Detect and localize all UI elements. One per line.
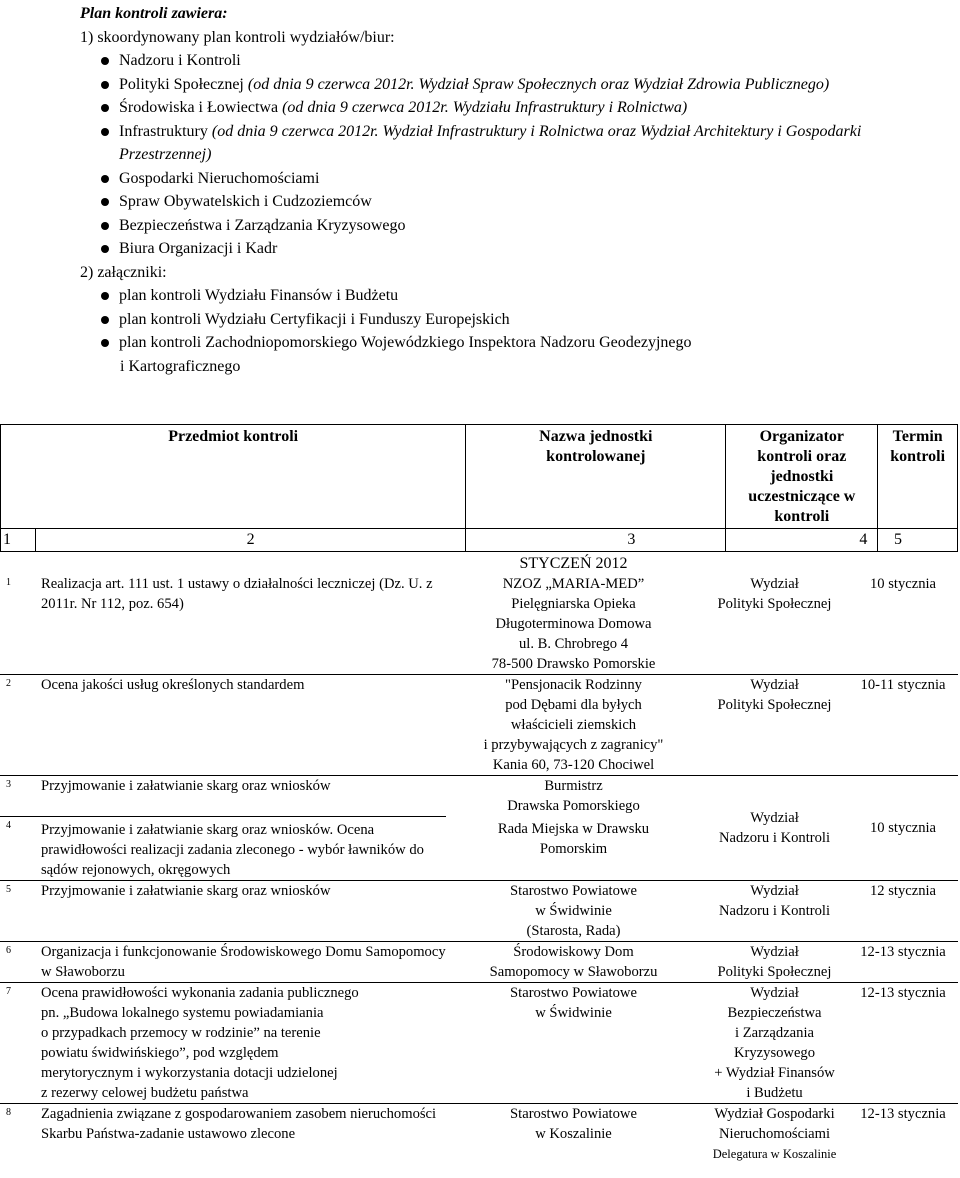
- row-subject: Przyjmowanie i załatwianie skarg oraz wniosków: [36, 880, 446, 941]
- col-number: 4: [726, 529, 878, 552]
- attachment-item: plan kontroli Wydziału Certyfikacji i Funduszy Europejskich: [80, 308, 940, 332]
- row-number: 6: [0, 941, 36, 982]
- row-subject: Organizacja i funkcjonowanie Środowiskowego Domu Samopomocy w Sławoborzu: [36, 941, 446, 982]
- table-row: [0, 982, 958, 1103]
- row-subject: Realizacja art. 111 ust. 1 ustawy o działalności leczniczej (Dz. U. z 2011r. Nr 112, poz. 654): [41, 576, 433, 612]
- department-item: Środowiska i Łowiectwa (od dnia 9 czerwca 2012r. Wydziału Infrastruktury i Rolnictwa): [80, 96, 940, 120]
- row-unit: Starostwo Powiatowe w Świdwinie (Starosta, Rada): [446, 880, 701, 941]
- table-row: [0, 574, 958, 675]
- department-item: Infrastruktury (od dnia 9 czerwca 2012r. Wydział Infrastruktury i Rolnictwa oraz Wydział Architektury i Gospodarki Przestrzennej): [80, 120, 940, 167]
- col-number: 2: [36, 529, 466, 552]
- section-2-title: 2) załączniki:: [80, 263, 167, 281]
- month-header: STYCZEŃ 2012: [519, 555, 628, 572]
- row-number: 3: [0, 776, 36, 817]
- row-number: 7: [0, 982, 36, 1103]
- header-date: Termin kontroli: [878, 425, 958, 529]
- row-subject: Zagadnienia związane z gospodarowaniem zasobem nieruchomości Skarbu Państwa-zadanie ustawowo zlecone: [36, 1103, 446, 1164]
- plan-table-header: [0, 424, 958, 552]
- row-unit: NZOZ „MARIA-MED” Pielęgniarska Opieka Długoterminowa Domowa ul. B. Chrobrego 4 78-500 Drawsko Pomorskie: [491, 576, 656, 672]
- table-row: [0, 675, 958, 776]
- row-subject: Przyjmowanie i załatwianie skarg oraz wniosków. Ocena prawidłowości realizacji zadania zleconego - wybór ławników do sądów rejonowych, okręgowych: [36, 816, 446, 880]
- row-date: 10 stycznia: [869, 576, 937, 592]
- table-row: [0, 941, 958, 982]
- row-number: 2: [0, 675, 36, 776]
- row-organizer: Wydział Polityki Społecznej: [717, 576, 832, 612]
- row-organizer: Wydział Gospodarki Nieruchomościami Delegatura w Koszalinie: [701, 1103, 848, 1164]
- row-unit: "Pensjonacik Rodzinny pod Dębami dla byłych właścicieli ziemskich i przybywających z zagranicy" Kania 60, 73-120 Chociwel: [446, 675, 701, 776]
- department-item: Gospodarki Nieruchomościami: [80, 167, 940, 191]
- row-number: 5: [0, 880, 36, 941]
- attachment-item: plan kontroli Wydziału Finansów i Budżetu: [80, 284, 940, 308]
- row-date: 12-13 stycznia: [848, 982, 958, 1103]
- department-item: Bezpieczeństwa i Zarządzania Kryzysowego: [80, 214, 940, 238]
- departments-list: [80, 49, 940, 261]
- col-number: 5: [878, 529, 958, 552]
- header-subject: Przedmiot kontroli: [1, 425, 466, 529]
- row-organizer: Wydział Nadzoru i Kontroli: [701, 880, 848, 941]
- attachment-continuation: i Kartograficznego: [120, 357, 241, 375]
- department-item: Nadzoru i Kontroli: [80, 49, 940, 73]
- plan-table: [0, 551, 958, 1164]
- row-date: 10 stycznia: [848, 776, 958, 881]
- row-unit: Środowiskowy Dom Samopomocy w Sławoborzu: [446, 941, 701, 982]
- row-number: 4: [0, 816, 36, 880]
- row-unit: Starostwo Powiatowe w Koszalinie: [446, 1103, 701, 1164]
- plan-intro: [80, 2, 940, 378]
- col-number: 3: [466, 529, 726, 552]
- row-subject: Ocena jakości usług określonych standardem: [36, 675, 446, 776]
- section-1-title: 1) skoordynowany plan kontroli wydziałów/biur:: [80, 28, 395, 46]
- row-unit: Burmistrz Drawska Pomorskiego: [446, 776, 701, 817]
- table-row: [0, 1103, 958, 1164]
- row-unit: Starostwo Powiatowe w Świdwinie: [446, 982, 701, 1103]
- table-row: [0, 880, 958, 941]
- row-date: 12-13 stycznia: [848, 941, 958, 982]
- col-number: 1: [1, 529, 36, 552]
- department-item: Biura Organizacji i Kadr: [80, 237, 940, 261]
- row-date: 12 stycznia: [848, 880, 958, 941]
- row-subject: Ocena prawidłowości wykonania zadania publicznego pn. „Budowa lokalnego systemu powiadamiania o przypadkach przemocy w rodzinie” na terenie powiatu świdwińskiego”, pod względem merytorycznym i wykorzystania dotacji udzielonej z rezerwy celowej budżetu państwa: [36, 982, 446, 1103]
- row-date: 10-11 stycznia: [848, 675, 958, 776]
- header-unit: Nazwa jednostki kontrolowanej: [466, 425, 726, 529]
- department-item: Polityki Społecznej (od dnia 9 czerwca 2012r. Wydział Spraw Społecznych oraz Wydział Zdrowia Publicznego): [80, 73, 940, 97]
- row-subject: Przyjmowanie i załatwianie skarg oraz wniosków: [36, 776, 446, 817]
- plan-heading: Plan kontroli zawiera:: [80, 5, 228, 22]
- row-number: 8: [0, 1103, 36, 1164]
- row-number: 1: [6, 577, 11, 588]
- row-organizer: Wydział Polityki Społecznej: [701, 941, 848, 982]
- row-unit: Rada Miejska w Drawsku Pomorskim: [497, 821, 650, 857]
- attachment-item: plan kontroli Zachodniopomorskiego Wojewódzkiego Inspektora Nadzoru Geodezyjnego: [80, 331, 940, 355]
- row-organizer: Wydział Nadzoru i Kontroli: [701, 776, 848, 881]
- department-item: Spraw Obywatelskich i Cudzoziemców: [80, 190, 940, 214]
- header-organizer: Organizator kontroli oraz jednostki uczestniczące w kontroli: [726, 425, 878, 529]
- row-organizer: Wydział Polityki Społecznej: [701, 675, 848, 776]
- row-date: 12-13 stycznia: [848, 1103, 958, 1164]
- row-organizer: Wydział Bezpieczeństwa i Zarządzania Kryzysowego + Wydział Finansów i Budżetu: [701, 982, 848, 1103]
- table-row: [0, 776, 958, 817]
